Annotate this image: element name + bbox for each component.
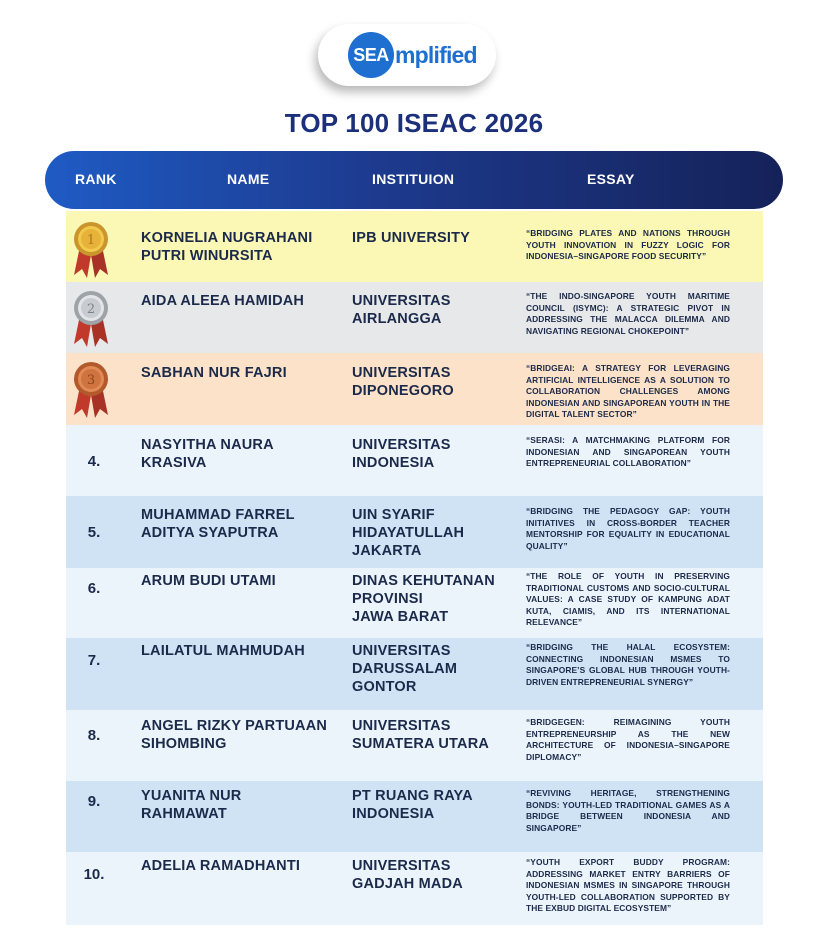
essay-title: “YOUTH EXPORT BUDDY PROGRAM: ADDRESSING MARKET ENTRY BARRIERS OF INDONESIAN MSMES IN SINGAPORE THROUGH YOUTH-LED COLLABORATION SUPPORTED BY THE EXBUD DIGITAL ECOSYSTEM” xyxy=(526,857,730,913)
rank-number: 10. xyxy=(83,866,105,883)
participant-institution: DINAS KEHUTANAN PROVINSI JAWA BARAT xyxy=(352,573,495,625)
table-row xyxy=(66,568,763,638)
participant-institution: UNIVERSITAS GADJAH MADA xyxy=(352,858,463,892)
header-essay: ESSAY xyxy=(587,171,635,187)
table-row xyxy=(66,638,763,710)
essay-title: “BRIDGEAI: A STRATEGY FOR LEVERAGING ARTIFICIAL INTELLIGENCE AS A SOLUTION TO COLLABORATION CHALLENGES AMONG INDONESIAN AND SINGAPOREAN YOUTH IN THE DIGITAL TALENT SECTOR” xyxy=(526,363,730,419)
participant-name: LAILATUL MAHMUDAH xyxy=(141,643,305,659)
header-name: NAME xyxy=(227,171,270,187)
participant-institution: UNIVERSITAS AIRLANGGA xyxy=(352,293,451,327)
essay-title: “BRIDGEGEN: REIMAGINING YOUTH ENTREPRENEURSHIP AS THE NEW ARCHITECTURE OF INDONESIA–SINGAPORE DIPLOMACY” xyxy=(526,717,730,762)
participant-name: YUANITA NUR RAHMAWAT xyxy=(141,788,242,822)
svg-text:3: 3 xyxy=(86,373,96,388)
table-row xyxy=(66,282,763,353)
header-rank: RANK xyxy=(75,171,117,187)
table-row xyxy=(66,211,763,282)
table-row xyxy=(66,852,763,925)
silver-medal-icon xyxy=(71,290,111,348)
participant-name: ARUM BUDI UTAMI xyxy=(141,573,276,589)
table-row xyxy=(66,710,763,781)
table-row xyxy=(66,781,763,852)
participant-name: MUHAMMAD FARREL ADITYA SYAPUTRA xyxy=(141,507,295,541)
essay-title: “REVIVING HERITAGE, STRENGTHENING BONDS: YOUTH-LED TRADITIONAL GAMES AS A BRIDGE BETWEEN INDONESIA AND SINGAPORE” xyxy=(526,788,730,833)
page-title: TOP 100 ISEAC 2026 xyxy=(284,108,544,138)
participant-institution: UNIVERSITAS DIPONEGORO xyxy=(352,365,454,399)
rank-number: 8. xyxy=(87,727,101,744)
participant-institution: UNIVERSITAS SUMATERA UTARA xyxy=(352,718,490,752)
table-row xyxy=(66,496,763,568)
participant-name: SABHAN NUR FAJRI xyxy=(141,365,287,381)
gold-medal-icon xyxy=(71,221,111,279)
participant-name: ANGEL RIZKY PARTUAAN SIHOMBING xyxy=(141,718,328,752)
participant-name: AIDA ALEEA HAMIDAH xyxy=(141,293,305,309)
essay-title: “THE ROLE OF YOUTH IN PRESERVING TRADITIONAL CUSTOMS AND SOCIO-CULTURAL VALUES: A CASE STUDY OF KAMPUNG ADAT KUTA, CIAMIS, AND ITS INTERNATIONAL RELEVANCE” xyxy=(526,571,730,627)
essay-title: “BRIDGING THE PEDAGOGY GAP: YOUTH INITIATIVES IN CROSS-BORDER TEACHER MENTORSHIP FOR EQUALITY IN EDUCATIONAL QUALITY” xyxy=(526,506,730,551)
essay-title: “BRIDGING THE HALAL ECOSYSTEM: CONNECTING INDONESIAN MSMES TO SINGAPORE’S GLOBAL HUB THROUGH YOUTH-DRIVEN ENTREPRENEURIAL SYNERGY” xyxy=(526,642,730,687)
svg-text:1: 1 xyxy=(86,233,96,248)
bronze-medal-icon xyxy=(71,361,111,419)
logo-rest-text: mplified xyxy=(395,41,477,68)
logo-sea-text: SEA xyxy=(353,44,389,65)
participant-institution: UNIVERSITAS INDONESIA xyxy=(352,437,451,471)
seamplified-logo xyxy=(318,24,496,86)
participant-institution: UNIVERSITAS DARUSSALAM GONTOR xyxy=(352,643,458,695)
participant-name: ADELIA RAMADHANTI xyxy=(141,858,301,874)
rank-number: 9. xyxy=(87,793,101,810)
table-header xyxy=(45,151,783,209)
essay-title: “BRIDGING PLATES AND NATIONS THROUGH YOUTH INNOVATION IN FUZZY LOGIC FOR INDONESIA–SINGAPORE FOOD SECURITY” xyxy=(526,228,730,261)
participant-institution: UIN SYARIF HIDAYATULLAH JAKARTA xyxy=(352,507,465,559)
participant-name: KORNELIA NUGRAHANI PUTRI WINURSITA xyxy=(141,230,313,264)
logo-circle xyxy=(348,32,394,78)
rank-number: 4. xyxy=(87,453,101,470)
rank-number: 5. xyxy=(87,524,101,541)
essay-title: “THE INDO-SINGAPORE YOUTH MARITIME COUNCIL (ISYMC): A STRATEGIC PIVOT IN ADDRESSING THE MALACCA DILEMMA AND NAVIGATING REGIONAL CHOKEPOINT” xyxy=(526,291,730,336)
participant-name: NASYITHA NAURA KRASIVA xyxy=(141,437,274,471)
participant-institution: PT RUANG RAYA INDONESIA xyxy=(352,788,473,822)
rank-number: 6. xyxy=(87,580,101,597)
participant-institution: IPB UNIVERSITY xyxy=(352,230,471,246)
header-institution: INSTITUION xyxy=(372,171,455,187)
essay-title: “SERASI: A MATCHMAKING PLATFORM FOR INDONESIAN AND SINGAPOREAN YOUTH ENTREPRENEURIAL COLLABORATION” xyxy=(526,435,730,468)
table-row xyxy=(66,353,763,425)
rank-number: 7. xyxy=(87,652,101,669)
svg-text:2: 2 xyxy=(86,302,96,317)
table-row xyxy=(66,425,763,496)
ranking-table xyxy=(66,211,763,925)
